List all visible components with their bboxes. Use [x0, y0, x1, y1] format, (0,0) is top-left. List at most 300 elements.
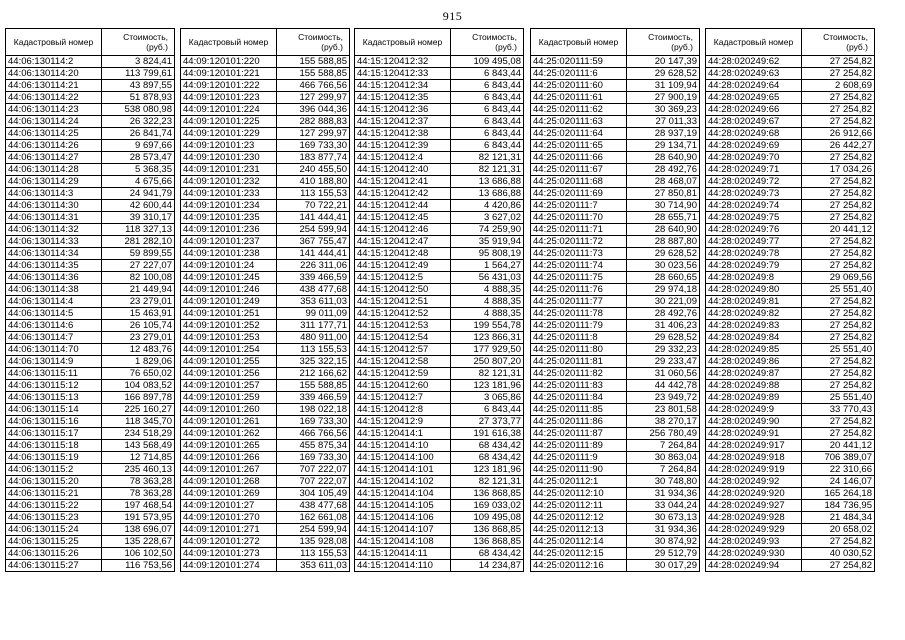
cadastral-number-cell: 44:06:130115:24: [6, 524, 102, 536]
cost-cell: 7 264,84: [627, 440, 700, 452]
cost-cell: 143 568,49: [102, 440, 175, 452]
cadastral-number-cell: 44:25:020111:80: [531, 344, 627, 356]
table-row: [355, 284, 524, 296]
table-row: [706, 212, 875, 224]
cost-cell: 27 254,82: [802, 356, 875, 368]
table-row: [706, 524, 875, 536]
table-row: [181, 536, 350, 548]
cadastral-number-cell: 44:09:120101:245: [181, 272, 277, 284]
table-row: [706, 464, 875, 476]
cost-cell: 3 065,86: [451, 392, 524, 404]
cadastral-number-cell: 44:25:020112:11: [531, 500, 627, 512]
table-row: [531, 272, 700, 284]
table-row: [6, 428, 175, 440]
table-row: [706, 284, 875, 296]
cadastral-number-cell: 44:25:020111:89: [531, 440, 627, 452]
cost-cell: 339 466,59: [277, 272, 350, 284]
table-row: [706, 500, 875, 512]
cost-cell: 7 264,84: [627, 464, 700, 476]
cadastral-number-cell: 44:28:020249:76: [706, 224, 802, 236]
table-row: [6, 272, 175, 284]
cadastral-number-cell: 44:09:120101:229: [181, 128, 277, 140]
table-row: [181, 152, 350, 164]
cadastral-number-cell: 44:06:130115:18: [6, 440, 102, 452]
cost-cell: 27 900,19: [627, 92, 700, 104]
cadastral-number-cell: 44:15:120412:59: [355, 368, 451, 380]
table-row: [181, 224, 350, 236]
cost-cell: 438 477,68: [277, 500, 350, 512]
cadastral-number-cell: 44:06:130114:30: [6, 200, 102, 212]
cadastral-number-cell: 44:09:120101:273: [181, 548, 277, 560]
cadastral-number-cell: 44:06:130115:21: [6, 488, 102, 500]
table-row: [6, 560, 175, 572]
cadastral-number-cell: 44:28:020249:930: [706, 548, 802, 560]
table-row: [6, 380, 175, 392]
table-row: [6, 332, 175, 344]
cost-cell: 30 673,13: [627, 512, 700, 524]
table-row: [181, 140, 350, 152]
cost-cell: 44 442,78: [627, 380, 700, 392]
cadastral-number-cell: 44:28:020249:75: [706, 212, 802, 224]
cadastral-number-cell: 44:28:020249:81: [706, 296, 802, 308]
cadastral-number-cell: 44:25:020111:67: [531, 164, 627, 176]
cadastral-number-cell: 44:09:120101:266: [181, 452, 277, 464]
table-row: [531, 560, 700, 572]
cost-cell: 82 100,08: [102, 272, 175, 284]
table-row: [355, 380, 524, 392]
cost-cell: 56 431,03: [451, 272, 524, 284]
cadastral-number-cell: 44:25:020111:78: [531, 308, 627, 320]
cadastral-number-cell: 44:28:020249:9: [706, 404, 802, 416]
table-row: [6, 548, 175, 560]
table-row: [531, 428, 700, 440]
header-cadastral-number: Кадастровый номер: [706, 29, 802, 56]
cost-cell: 26 841,74: [102, 128, 175, 140]
cadastral-number-cell: 44:28:020249:87: [706, 368, 802, 380]
cost-cell: 3 627,02: [451, 212, 524, 224]
cadastral-number-cell: 44:06:130114:38: [6, 284, 102, 296]
cadastral-number-cell: 44:28:020249:85: [706, 344, 802, 356]
table-row: [181, 248, 350, 260]
cadastral-number-cell: 44:09:120101:255: [181, 356, 277, 368]
table-row: [706, 128, 875, 140]
table-row: [181, 92, 350, 104]
table-row: [355, 200, 524, 212]
table-row: [355, 404, 524, 416]
table-row: [706, 164, 875, 176]
table-row: [355, 92, 524, 104]
cadastral-number-cell: 44:09:120101:27: [181, 500, 277, 512]
cadastral-number-cell: 44:15:120412:57: [355, 344, 451, 356]
cost-cell: 538 080,98: [102, 104, 175, 116]
table-row: [181, 284, 350, 296]
cost-cell: 27 254,82: [802, 200, 875, 212]
cost-cell: 40 030,52: [802, 548, 875, 560]
table-row: [531, 368, 700, 380]
cadastral-number-cell: 44:15:120412:33: [355, 68, 451, 80]
cadastral-number-cell: 44:15:120412:36: [355, 104, 451, 116]
cost-cell: 17 034,26: [802, 164, 875, 176]
table-row: [181, 128, 350, 140]
cost-cell: 23 801,58: [627, 404, 700, 416]
cadastral-number-cell: 44:15:120412:38: [355, 128, 451, 140]
cadastral-number-cell: 44:15:120412:8: [355, 404, 451, 416]
table-row: [706, 68, 875, 80]
cadastral-number-cell: 44:15:120414:106: [355, 512, 451, 524]
table-row: [355, 128, 524, 140]
cadastral-number-cell: 44:06:130115:12: [6, 380, 102, 392]
table-row: [706, 116, 875, 128]
cost-cell: 27 254,82: [802, 320, 875, 332]
cost-cell: 136 868,85: [451, 488, 524, 500]
cadastral-number-cell: 44:15:120412:42: [355, 188, 451, 200]
cadastral-number-cell: 44:25:020111:62: [531, 104, 627, 116]
cost-cell: 113 799,61: [102, 68, 175, 80]
table-row: [6, 212, 175, 224]
cadastral-number-cell: 44:09:120101:274: [181, 560, 277, 572]
table-row: [355, 368, 524, 380]
cadastral-number-cell: 44:15:120412:4: [355, 152, 451, 164]
table-row: [6, 356, 175, 368]
table-row: [6, 512, 175, 524]
table-row: [6, 68, 175, 80]
cost-cell: 68 434,42: [451, 548, 524, 560]
table-row: [355, 392, 524, 404]
cost-cell: 38 270,17: [627, 416, 700, 428]
cost-cell: 226 311,06: [277, 260, 350, 272]
cadastral-number-cell: 44:15:120414:108: [355, 536, 451, 548]
table-row: [531, 128, 700, 140]
table-row: [531, 296, 700, 308]
cost-cell: 4 420,86: [451, 200, 524, 212]
cost-cell: 31 934,36: [627, 488, 700, 500]
cost-cell: 480 911,00: [277, 332, 350, 344]
cadastral-number-cell: 44:25:020111:66: [531, 152, 627, 164]
cost-cell: 29 512,79: [627, 548, 700, 560]
cost-cell: 113 155,53: [277, 344, 350, 356]
cadastral-number-cell: 44:09:120101:231: [181, 164, 277, 176]
cadastral-table-1: [5, 28, 175, 572]
cost-cell: 707 222,07: [277, 476, 350, 488]
cadastral-number-cell: 44:06:130115:17: [6, 428, 102, 440]
cost-cell: 455 875,34: [277, 440, 350, 452]
cadastral-number-cell: 44:06:130114:4: [6, 296, 102, 308]
cost-cell: 21 484,34: [802, 512, 875, 524]
cost-cell: 6 843,44: [451, 68, 524, 80]
cadastral-number-cell: 44:25:020111:85: [531, 404, 627, 416]
cost-cell: 6 843,44: [451, 116, 524, 128]
table-row: [181, 200, 350, 212]
cost-cell: 28 640,90: [627, 224, 700, 236]
cadastral-number-cell: 44:06:130114:34: [6, 248, 102, 260]
table-row: [181, 104, 350, 116]
cadastral-number-cell: 44:15:120412:44: [355, 200, 451, 212]
cadastral-number-cell: 44:28:020249:66: [706, 104, 802, 116]
cadastral-number-cell: 44:15:120412:54: [355, 332, 451, 344]
cadastral-number-cell: 44:09:120101:238: [181, 248, 277, 260]
cadastral-number-cell: 44:15:120412:50: [355, 284, 451, 296]
table-row: [706, 248, 875, 260]
cost-cell: 28 492,76: [627, 308, 700, 320]
table-row: [706, 512, 875, 524]
table-row: [181, 512, 350, 524]
table-row: [6, 164, 175, 176]
table-row: [181, 428, 350, 440]
cost-cell: 14 234,87: [451, 560, 524, 572]
cost-cell: 109 495,08: [451, 512, 524, 524]
table-row: [531, 200, 700, 212]
cost-cell: 339 466,59: [277, 392, 350, 404]
cost-cell: 127 299,97: [277, 128, 350, 140]
cost-cell: 169 033,02: [451, 500, 524, 512]
header-cadastral-number: Кадастровый номер: [6, 29, 102, 56]
table-row: [706, 56, 875, 68]
cost-cell: 74 259,90: [451, 224, 524, 236]
cadastral-number-cell: 44:09:120101:232: [181, 176, 277, 188]
cost-cell: 250 807,20: [451, 356, 524, 368]
cost-cell: 177 929,50: [451, 344, 524, 356]
cadastral-number-cell: 44:06:130114:6: [6, 320, 102, 332]
table-row: [6, 416, 175, 428]
cadastral-number-cell: 44:15:120412:60: [355, 380, 451, 392]
table-row: [531, 308, 700, 320]
cadastral-number-cell: 44:15:120412:5: [355, 272, 451, 284]
table-row: [355, 428, 524, 440]
cadastral-number-cell: 44:09:120101:261: [181, 416, 277, 428]
cadastral-number-cell: 44:25:020111:73: [531, 248, 627, 260]
table-row: [355, 296, 524, 308]
cost-cell: 27 254,82: [802, 152, 875, 164]
cost-cell: 27 011,33: [627, 116, 700, 128]
table-row: [706, 296, 875, 308]
table-row: [706, 80, 875, 92]
table-row: [706, 368, 875, 380]
cost-cell: 106 102,50: [102, 548, 175, 560]
cadastral-number-cell: 44:06:130115:26: [6, 548, 102, 560]
cost-cell: 20 441,12: [802, 440, 875, 452]
table-row: [355, 224, 524, 236]
cost-cell: 29 233,47: [627, 356, 700, 368]
table-row: [706, 272, 875, 284]
cost-cell: 12 483,76: [102, 344, 175, 356]
cost-cell: 155 588,85: [277, 56, 350, 68]
cost-cell: 25 551,40: [802, 344, 875, 356]
cadastral-number-cell: 44:28:020249:71: [706, 164, 802, 176]
cost-cell: 31 406,23: [627, 320, 700, 332]
table-row: [6, 308, 175, 320]
cadastral-number-cell: 44:25:020112:13: [531, 524, 627, 536]
table-row: [706, 176, 875, 188]
cost-cell: 191 573,95: [102, 512, 175, 524]
table-row: [181, 320, 350, 332]
cadastral-number-cell: 44:09:120101:249: [181, 296, 277, 308]
cadastral-number-cell: 44:28:020249:928: [706, 512, 802, 524]
cadastral-number-cell: 44:09:120101:269: [181, 488, 277, 500]
cost-cell: 30 221,09: [627, 296, 700, 308]
cadastral-number-cell: 44:15:120412:47: [355, 236, 451, 248]
cost-cell: 31 060,56: [627, 368, 700, 380]
table-row: [531, 548, 700, 560]
table-row: [6, 104, 175, 116]
cadastral-number-cell: 44:09:120101:24: [181, 260, 277, 272]
cost-cell: 135 228,67: [102, 536, 175, 548]
cadastral-number-cell: 44:06:130114:25: [6, 128, 102, 140]
cadastral-number-cell: 44:25:020111:65: [531, 140, 627, 152]
table-row: [6, 500, 175, 512]
table-row: [355, 500, 524, 512]
table-row: [181, 356, 350, 368]
cost-cell: 78 363,28: [102, 476, 175, 488]
cadastral-number-cell: 44:06:130115:27: [6, 560, 102, 572]
cost-cell: 706 389,07: [802, 452, 875, 464]
cadastral-number-cell: 44:09:120101:225: [181, 116, 277, 128]
table-row: [355, 536, 524, 548]
table-row: [706, 416, 875, 428]
table-row: [355, 452, 524, 464]
cost-cell: 27 254,82: [802, 236, 875, 248]
table-row: [531, 248, 700, 260]
cadastral-number-cell: 44:28:020249:65: [706, 92, 802, 104]
table-row: [706, 488, 875, 500]
cadastral-number-cell: 44:15:120414:102: [355, 476, 451, 488]
cost-cell: 27 254,82: [802, 560, 875, 572]
cost-cell: 27 254,82: [802, 428, 875, 440]
cadastral-number-cell: 44:25:020111:84: [531, 392, 627, 404]
cost-cell: 12 714,85: [102, 452, 175, 464]
table-row: [6, 260, 175, 272]
cadastral-number-cell: 44:28:020249:918: [706, 452, 802, 464]
cadastral-number-cell: 44:15:120412:35: [355, 92, 451, 104]
table-row: [531, 320, 700, 332]
cadastral-number-cell: 44:25:020111:69: [531, 188, 627, 200]
cost-cell: 27 254,82: [802, 368, 875, 380]
cadastral-number-cell: 44:25:020111:64: [531, 128, 627, 140]
cadastral-number-cell: 44:06:130114:31: [6, 212, 102, 224]
table-row: [706, 440, 875, 452]
cadastral-number-cell: 44:15:120412:51: [355, 296, 451, 308]
cost-cell: 22 310,66: [802, 464, 875, 476]
cost-cell: 141 444,41: [277, 248, 350, 260]
cadastral-number-cell: 44:25:020111:72: [531, 236, 627, 248]
cost-cell: 135 928,08: [277, 536, 350, 548]
cost-cell: 104 083,52: [102, 380, 175, 392]
cost-cell: 197 468,54: [102, 500, 175, 512]
cost-cell: 4 888,35: [451, 308, 524, 320]
table-row: [355, 272, 524, 284]
table-row: [6, 440, 175, 452]
table-row: [181, 332, 350, 344]
table-row: [706, 356, 875, 368]
table-row: [706, 260, 875, 272]
cost-cell: 166 897,78: [102, 392, 175, 404]
table-row: [531, 152, 700, 164]
cadastral-number-cell: 44:15:120414:105: [355, 500, 451, 512]
cadastral-number-cell: 44:15:120412:32: [355, 56, 451, 68]
cadastral-number-cell: 44:25:020112:15: [531, 548, 627, 560]
cost-cell: 9 697,66: [102, 140, 175, 152]
cadastral-number-cell: 44:15:120412:53: [355, 320, 451, 332]
cadastral-number-cell: 44:28:020249:929: [706, 524, 802, 536]
table-row: [531, 284, 700, 296]
cadastral-number-cell: 44:06:130114:20: [6, 68, 102, 80]
cost-cell: 21 449,94: [102, 284, 175, 296]
table-row: [181, 272, 350, 284]
cost-cell: 281 282,10: [102, 236, 175, 248]
table-row: [355, 164, 524, 176]
cost-cell: 23 279,01: [102, 332, 175, 344]
cadastral-number-cell: 44:06:130115:13: [6, 392, 102, 404]
cost-cell: 27 850,81: [627, 188, 700, 200]
cost-cell: 15 463,91: [102, 308, 175, 320]
cost-cell: 5 368,35: [102, 164, 175, 176]
table-row: [6, 152, 175, 164]
cadastral-number-cell: 44:25:020111:81: [531, 356, 627, 368]
cost-cell: 254 599,94: [277, 224, 350, 236]
table-row: [355, 236, 524, 248]
table-row: [531, 476, 700, 488]
cadastral-number-cell: 44:28:020249:94: [706, 560, 802, 572]
cost-cell: 28 660,65: [627, 272, 700, 284]
table-row: [181, 416, 350, 428]
cadastral-number-cell: 44:15:120414:11: [355, 548, 451, 560]
cadastral-number-cell: 44:28:020249:919: [706, 464, 802, 476]
cadastral-number-cell: 44:15:120412:48: [355, 248, 451, 260]
table-row: [6, 452, 175, 464]
table-row: [706, 536, 875, 548]
cost-cell: 42 600,44: [102, 200, 175, 212]
cost-cell: 26 442,27: [802, 140, 875, 152]
cost-cell: 155 588,85: [277, 68, 350, 80]
table-row: [355, 524, 524, 536]
cost-cell: 95 808,19: [451, 248, 524, 260]
cadastral-number-cell: 44:09:120101:235: [181, 212, 277, 224]
cadastral-number-cell: 44:09:120101:267: [181, 464, 277, 476]
table-row: [706, 92, 875, 104]
table-row: [6, 536, 175, 548]
cost-cell: 3 824,41: [102, 56, 175, 68]
cost-cell: 4 888,35: [451, 296, 524, 308]
cost-cell: 27 254,82: [802, 92, 875, 104]
cadastral-number-cell: 44:25:020111:76: [531, 284, 627, 296]
cadastral-number-cell: 44:25:020111:74: [531, 260, 627, 272]
cost-cell: 136 868,85: [451, 524, 524, 536]
cadastral-number-cell: 44:15:120414:107: [355, 524, 451, 536]
table-row: [531, 92, 700, 104]
cost-cell: 30 017,29: [627, 560, 700, 572]
table-row: [706, 308, 875, 320]
table-row: [355, 332, 524, 344]
cost-cell: 33 770,43: [802, 404, 875, 416]
table-row: [355, 560, 524, 572]
cost-cell: 30 748,80: [627, 476, 700, 488]
table-row: [181, 344, 350, 356]
cadastral-number-cell: 44:15:120414:110: [355, 560, 451, 572]
cost-cell: 6 843,44: [451, 104, 524, 116]
table-row: [355, 416, 524, 428]
table-row: [6, 200, 175, 212]
table-row: [706, 380, 875, 392]
table-row: [355, 152, 524, 164]
table-row: [181, 56, 350, 68]
cost-cell: 51 878,93: [102, 92, 175, 104]
cost-cell: 29 628,52: [627, 332, 700, 344]
cadastral-number-cell: 44:06:130114:23: [6, 104, 102, 116]
cadastral-number-cell: 44:09:120101:236: [181, 224, 277, 236]
cost-cell: 59 899,55: [102, 248, 175, 260]
table-row: [6, 284, 175, 296]
cost-cell: 118 327,13: [102, 224, 175, 236]
table-row: [181, 236, 350, 248]
